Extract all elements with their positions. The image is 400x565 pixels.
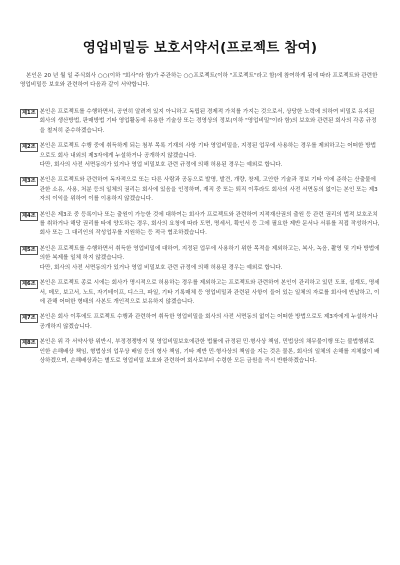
article-label: 제5조 <box>22 246 36 253</box>
article-paragraph: 본인은 제3조 중 등록이나 또는 출원이 가능한 것에 대하여는 회사가 프로젝트와 관련하여 지적재산권의 출원 등 관련 권리의 법적 보호조치를 취하거나 해당 권리를 타에 양도하는 경우, 회사의 요청에 따라 도면, 명세서, 확인서 등 그에 필요한 제반 문서나 서류를 직접 작성하거나, 회사 또는 그 대리인의 작성업무를 지원하는 등 적극 협조하겠습니다. <box>39 211 380 237</box>
article-label: 제8조 <box>22 340 36 347</box>
article-label: 제7조 <box>22 315 36 322</box>
article-body <box>40 313 380 332</box>
article-3 <box>20 176 380 204</box>
article-paragraph: 본인은 프로젝트와 관련하여 독자적으로 또는 다른 사람과 공동으로 발명, 발견, 개량, 창제, 고안한 기술과 정보 기타 이에 준하는 산출물에 관한 소유, 사용, 처분 등의 일체의 권리는 회사에 있음을 인정하며, 재직 중 또는 퇴직 이후라도 회사의 사전 서면동의 없이는 본인 또는 제3자의 이익을 위하여 이를 이용하지 않겠습니다. <box>39 177 378 203</box>
article-body <box>40 338 380 366</box>
article-2 <box>20 142 380 170</box>
article-label: 제6조 <box>22 281 36 288</box>
article-8 <box>20 338 380 366</box>
articles-list <box>20 108 380 372</box>
article-paragraph: 본인은 위 각 서약사항 위반시, 부정경쟁방지 및 영업비밀보호에관한 법률에 규정된 민·형사상 책임, 민법상의 채무불이행 또는 불법행위로 인한 손해배상 책임, 형법상의 업무상 배임 등의 형사 책임, 기타 제반 민·형사상의 책임을 지는 것은 물론, 회사의 일체의 손해를 지체없이 배상하겠으며, 손해배상과는 별도로 영업비밀 보호와 관련하여 회사로부터 수령한 모든 금원을 즉시 반환하겠습니다. <box>39 339 380 364</box>
article-label: 제1조 <box>22 110 36 116</box>
article-1 <box>20 108 380 136</box>
article-paragraph: 본인은 회사 이후에도 프로젝트 수행과 관련하여 취득한 영업비밀을 회사의 사전 서면동의 없이는 어떠한 방법으로도 제3자에게 누설하거나 공개하지 않겠습니다. <box>39 314 378 330</box>
article-7 <box>20 313 380 332</box>
article-5 <box>20 245 380 273</box>
article-label: 제4조 <box>22 212 36 219</box>
article-body <box>40 211 380 239</box>
article-label: 제3조 <box>22 178 36 185</box>
article-body <box>40 245 380 273</box>
article-paragraph: 다만, 회사의 사전 서면동의가 있거나 영업 비밀보호 관련 규정에 의해 허용된 경우는 예외로 합니다. <box>39 162 283 169</box>
article-paragraph: 본인은 프로젝트를 수행하면서 취득한 영업비밀에 대하여, 지정된 업무에 사용하기 위한 목적을 제외하고는, 복사, 녹음, 촬영 및 기타 방법에 의한 복제를 일체 하지 않겠습니다. <box>39 245 380 262</box>
article-paragraph: 본인은 프로젝트를 수행하면서, 공연히 알려져 있지 아니하고 독립된 경제적 가치를 가지는 것으로서, 상당한 노력에 의하여 비밀로 유지된 회사의 생산방법, 판매방법 기타 영업활동에 유용한 기술상 또는 경영상의 정보(이하 "영업비밀"이라 함)의 보호와 관련된 회사의 각종 규정을 철저히 준수하겠습니다. <box>39 109 377 134</box>
article-body <box>40 176 380 204</box>
article-paragraph: 다만, 회사의 사전 서면동의가 있거나 영업 비밀보호 관련 규정에 의해 허용된 경우는 예외로 합니다. <box>39 264 283 271</box>
article-label: 제2조 <box>22 144 36 151</box>
document-title: 영업비밀등 보호서약서(프로젝트 참여) <box>82 40 318 56</box>
article-6 <box>20 279 380 307</box>
article-paragraph: 본인은 프로젝트 종료 시에는 회사가 명시적으로 허용하는 경우를 제외하고는 프로젝트와 관련하여 본인이 관리하고 있던 도표, 설계도, 명세서, 메모, 보고서, 노트, 자기테이프, 디스크, 파일, 기타 기록매체 등 영업비밀과 관련된 사항이 들어 있는 일체의 자료를 회사에 반납하고, 이에 관해 어떠한 형태의 사본도 개인적으로 보유하지 않겠습니다. <box>39 280 380 305</box>
article-paragraph: 본인은 프로젝트 수행 중에 취득하게 되는 첨부 목록 기재의 사항 기타 영업비밀을, 지정된 업무에 사용하는 경우를 제외하고는 어떠한 방법으로도 회사 내외의 제3자에게 누설하거나 공개하지 않겠습니다. <box>39 143 377 159</box>
article-body <box>40 279 380 307</box>
article-body <box>40 108 380 136</box>
article-body <box>40 142 380 170</box>
article-4 <box>20 211 380 239</box>
intro-paragraph: 본인은 20 년 월 일 주식회사 ○○(이하 "회사"라 함)가 주관하는 ○○프로젝트(이하 "프로젝트"라고 함)에 참여하게 됨에 따라 프로젝트와 관련한 영업비밀등 보호와 관련하여 다음과 같이 서약합니다. <box>20 73 378 88</box>
